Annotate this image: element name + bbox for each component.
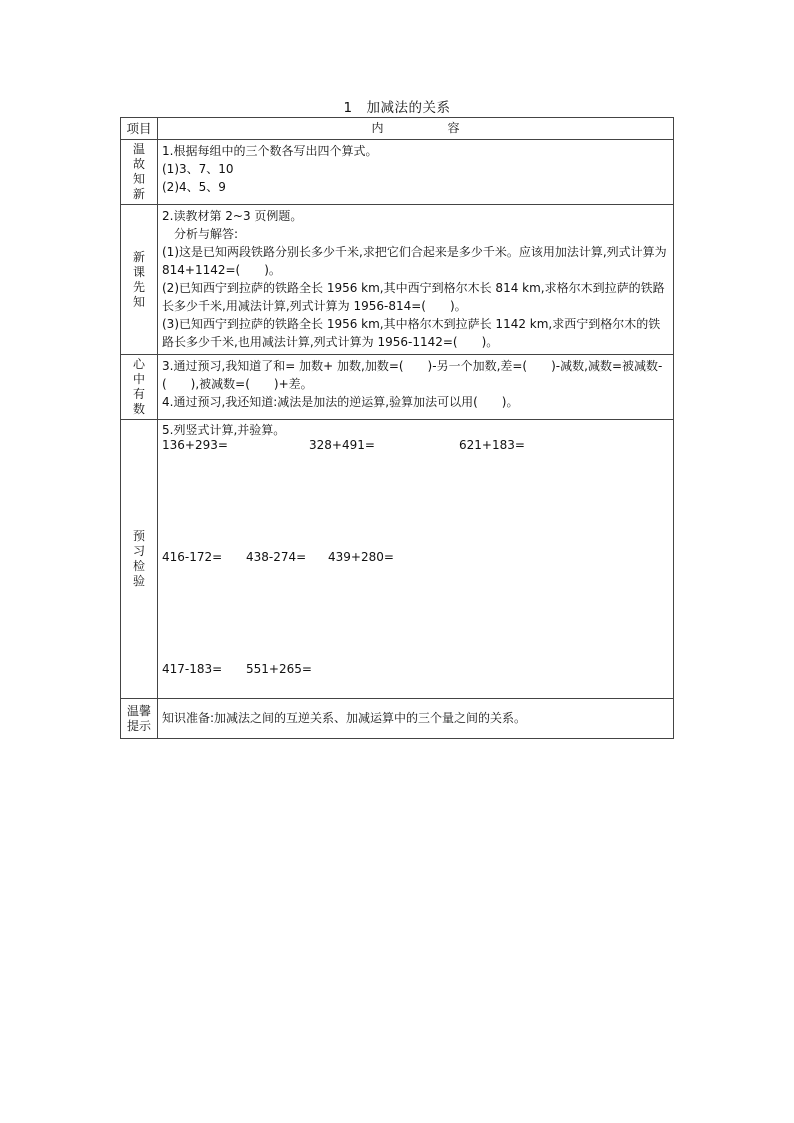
calc-item: 551+265=	[246, 662, 312, 676]
calc-item: 136+293=	[162, 438, 228, 452]
calc-item: 328+491=	[309, 438, 375, 452]
calc-item: 417-183=	[162, 662, 223, 676]
calc-row-2	[162, 548, 702, 566]
analysis-3: (3)已知西宁到拉萨的铁路全长 1956 km,其中格尔木到拉萨长 1142 km,求西宁到格尔木的铁路长多少千米,也用减法计算,列式计算为 1956-1142=( )。	[162, 317, 661, 349]
question-1: 1.根据每组中的三个数各写出四个算式。	[162, 144, 378, 158]
row-inmind	[121, 355, 674, 420]
label-check: 预 习 检 验	[121, 420, 158, 699]
question-1-part-1: (1)3、7、10	[162, 162, 234, 176]
calc-row-3	[162, 660, 702, 678]
header-item: 项目	[121, 118, 158, 140]
question-1-part-2: (2)4、5、9	[162, 180, 226, 194]
question-3: 3.通过预习,我知道了和= 加数+ 加数,加数=( )-另一个加数,差=( )-减数,减数=被减数-( ),被减数=( )+差。	[162, 359, 663, 391]
calc-item: 621+183=	[459, 438, 525, 452]
row-newlesson	[121, 205, 674, 355]
content-tip: 知识准备:加减法之间的互逆关系、加减运算中的三个量之间的关系。	[158, 699, 674, 739]
analysis-heading: 分析与解答:	[174, 227, 239, 241]
calc-item: 439+280=	[328, 550, 394, 564]
lesson-title: 加减法的关系	[366, 100, 451, 116]
content-check	[158, 420, 674, 699]
label-review: 温 故 知 新	[121, 140, 158, 205]
table-header-row	[121, 118, 674, 140]
label-newlesson: 新 课 先 知	[121, 205, 158, 355]
row-tip	[121, 699, 674, 739]
worksheet-table	[120, 117, 674, 739]
analysis-1: (1)这是已知两段铁路分别长多少千米,求把它们合起来是多少千米。应该用加法计算,列式计算为 814+1142=( )。	[162, 245, 667, 277]
header-content: 内 容	[158, 118, 674, 140]
content-inmind	[158, 355, 674, 420]
row-review	[121, 140, 674, 205]
question-2: 2.读教材第 2~3 页例题。	[162, 209, 303, 223]
content-review	[158, 140, 674, 205]
label-tip: 温馨 提示	[121, 699, 158, 739]
calc-row-1	[162, 436, 702, 454]
page-title	[0, 96, 794, 116]
question-4: 4.通过预习,我还知道:减法是加法的逆运算,验算加法可以用( )。	[162, 395, 519, 409]
content-newlesson	[158, 205, 674, 355]
label-inmind: 心 中 有 数	[121, 355, 158, 420]
row-check	[121, 420, 674, 699]
lesson-number: 1	[343, 100, 353, 116]
calc-item: 416-172=	[162, 550, 223, 564]
calc-item: 438-274=	[246, 550, 307, 564]
analysis-2: (2)已知西宁到拉萨的铁路全长 1956 km,其中西宁到格尔木长 814 km,求格尔木到拉萨的铁路长多少千米,用减法计算,列式计算为 1956-814=( )。	[162, 281, 665, 313]
question-5: 5.列竖式计算,并验算。	[162, 423, 286, 437]
